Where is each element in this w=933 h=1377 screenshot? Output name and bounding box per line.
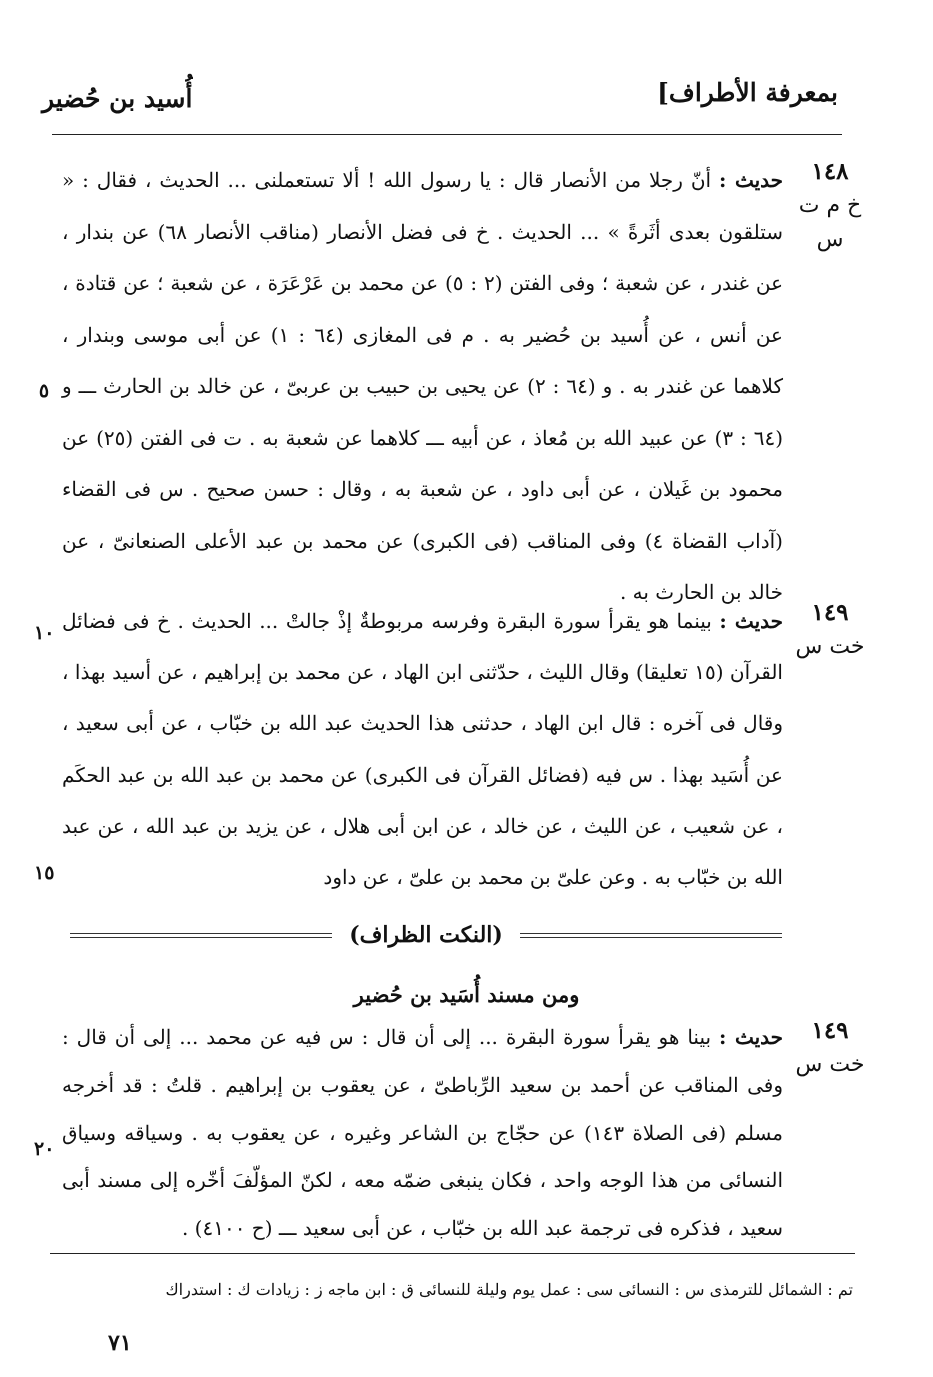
hadith-number-value: ١٤٨ <box>811 158 849 185</box>
hadith-label: حديث : <box>719 609 783 633</box>
source-codes: خت س <box>795 634 865 659</box>
footer-rule <box>50 1253 855 1254</box>
hadith-number <box>791 1014 869 1082</box>
line-number: ١٠ <box>34 622 55 644</box>
line-number: ٥ <box>38 380 50 402</box>
hadith-entry <box>62 155 783 619</box>
divider-line <box>520 933 782 938</box>
nukat-divider <box>70 918 782 952</box>
page-number: ٧١ <box>108 1330 132 1356</box>
hadith-text: بينما هو يقرأ سورة البقرة وفرسه مربوطةٌ إذْ جالتْ ... الحديث . خ فى فضائل القرآن (١٥ تعليقا) وقال الليث ، حدّثنى ابن الهاد ، عن محمد بن إبراهيم ، عن أسيد بهذا ، وقال فى آخره : قال ابن الهاد ، حدثنى هذا الحديث عبد الله بن خبّاب ، عن أبى سعيد ، عن أُسَيد بهذا . س فيه (فضائل القرآن فى الكبرى) عن محمد بن عبد الله بن عبد الحكَم ، عن شعيب ، عن الليث ، عن خالد ، عن ابن أبى هلال ، عن يزيد بن عبد الله ، عن عبد الله بن خبّاب به . وعن علىّ بن محمد بن علىّ ، عن داود <box>62 609 784 890</box>
hadith-entry <box>62 596 783 903</box>
divider-line <box>70 933 332 938</box>
hadith-label: حديث : <box>719 168 784 192</box>
musnad-heading: ومن مسند أُسَيد بن حُضير <box>353 982 580 1007</box>
hadith-text: أنّ رجلا من الأنصار قال : يا رسول الله ! ألا تستعملنى ... الحديث ، فقال : « ستلقون بعدى أثَرةً » ... الحديث . خ فى فضل الأنصار (مناقب الأنصار ٦٨) عن بندار ، عن غندر ، عن شعبة ؛ وفى الفتن (٢ : ٥) عن محمد بن عَرْعَرَة ، عن شعبة ؛ عن قتادة ، عن أنس ، عن أُسيد بن حُضير به . م فى المغازى (٦٤ : ١) عن أبى موسى وبندار ، كلاهما عن غندر به . و (٦٤ : ٢) عن يحيى بن حبيب بن عربىّ ، عن خالد بن الحارث ـــ و (٦٤ : ٣) عن عبيد الله بن مُعاذ ، عن أبيه ـــ كلاهما عن شعبة به . ت فى الفتن (٢٥) عن محمود بن غَيلان ، عن أبى داود ، عن شعبة به ، وقال : حسن صحيح . س فى القضاء (آداب القضاة ٤) وفى المناقب (فى الكبرى) عن محمد بن عبد الأعلى الصنعانىّ ، عن خالد بن الحارث به . <box>62 168 784 604</box>
line-number: ١٥ <box>34 862 55 884</box>
source-codes: خ م ت س <box>798 193 862 252</box>
hadith-number <box>791 155 869 257</box>
hadith-label: حديث : <box>719 1025 784 1049</box>
hadith-entry <box>62 1014 783 1253</box>
running-header-left: أُسيد بن حُضير <box>42 84 193 113</box>
abbreviations-footer: تم : الشمائل للترمذى س : النسائى سى : عمل يوم وليلة للنسائى ق : ابن ماجه ز : زيادات ك : استدراك <box>165 1280 853 1299</box>
hadith-text: بينا هو يقرأ سورة البقرة ... إلى أن قال : س فيه عن محمد ... إلى أن قال : وفى المناقب عن أحمد بن سعيد الرِّباطىّ ، عن يعقوب بن إبراهيم . قلتُ : قد أخرجه مسلم (فى الصلاة ١٤٣) عن حجّاج بن الشاعر وغيره ، عن يعقوب به . وسياقه وسياق النسائى من هذا الوجه واحد ، فكان ينبغى ضمّه معه ، لكنّ المؤلّفَ أخّره إلى مسند أبى سعيد ، فذكره فى ترجمة عبد الله بن خبّاب ، عن أبى سعيد ـــ (ح ٤١٠٠) . <box>62 1025 784 1241</box>
nukat-title: (النكت الظراف) <box>349 922 503 948</box>
line-number: ٢٠ <box>34 1138 55 1160</box>
hadith-number-value: ١٤٩ <box>811 1017 849 1044</box>
hadith-number-value: ١٤٩ <box>811 599 849 626</box>
running-header-right: بمعرفة الأطراف] <box>657 78 838 107</box>
hadith-number <box>791 596 869 664</box>
source-codes: خت س <box>795 1052 865 1077</box>
header-rule <box>52 134 842 135</box>
